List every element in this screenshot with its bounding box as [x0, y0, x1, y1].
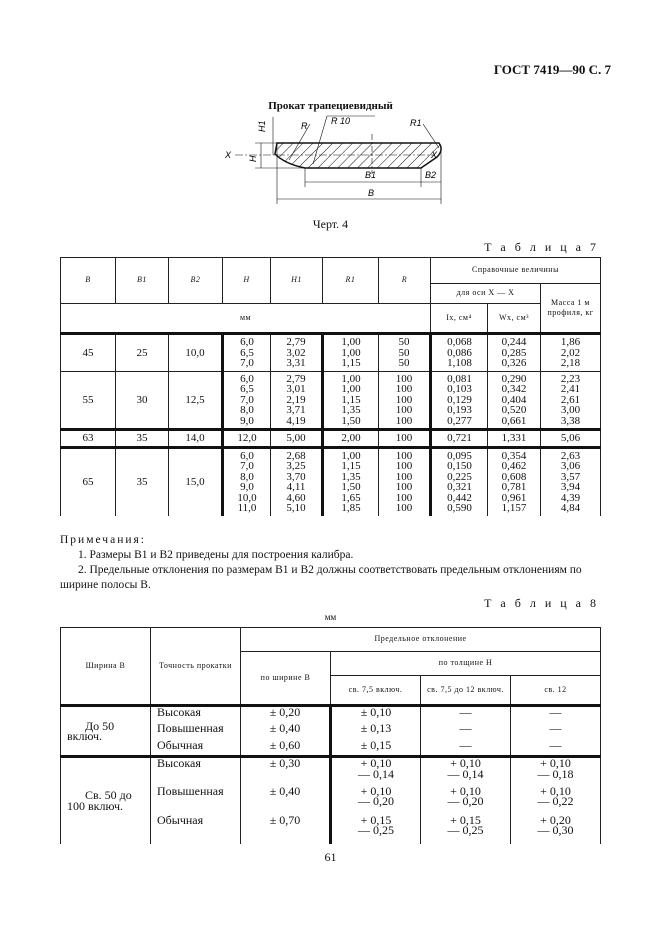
cell-h1-value: 3,70: [286, 470, 306, 483]
col-r1: R1: [323, 258, 379, 304]
cell-r1-value: 1,35: [341, 470, 361, 483]
cell-h-value: 7,0: [240, 393, 254, 406]
cell-r: [379, 334, 431, 372]
cell-h-value: 8,0: [240, 470, 254, 483]
cell-thickness-3: —: [511, 706, 601, 723]
cell-wx-value: 0,326: [501, 357, 527, 369]
cell-r1-value: 1,50: [341, 414, 361, 427]
cell-wx-value: 0,961: [501, 491, 527, 504]
cell-ix: [431, 447, 488, 516]
cell-r-value: 100: [395, 470, 413, 483]
cell-r1-value: 1,00: [341, 372, 361, 385]
cell-h1: [271, 430, 323, 448]
cell-thickness-2: + 0,10 — 0,20: [421, 786, 511, 815]
col-h: H: [223, 258, 271, 304]
figure-caption: Черт. 4: [312, 217, 349, 231]
cell-h1-value: 4,19: [286, 414, 306, 427]
cell-r-value: 100: [395, 383, 413, 395]
cell-h1-value: 5,00: [286, 432, 306, 444]
cell-r-value: 100: [395, 491, 413, 504]
cell-b: 55: [61, 371, 116, 430]
cell-wx: [488, 334, 541, 372]
cell-r1-value: 1,00: [341, 346, 361, 359]
cell-ix-value: 0,095: [447, 449, 472, 462]
table-row: [61, 757, 601, 786]
cell-h1-value: 3,25: [286, 460, 306, 472]
cell-r1-value: 1,85: [341, 502, 361, 514]
cell-h-value: 6,5: [240, 346, 254, 359]
cell-ix: [431, 334, 488, 372]
cell-b1: 30: [116, 371, 169, 430]
cell-by-width: ± 0,40: [241, 786, 331, 815]
cell-ix: [431, 371, 488, 430]
cell-b2: 10,0: [169, 334, 223, 372]
cell-b1: 35: [116, 430, 169, 448]
cell-r: [379, 447, 431, 516]
x-axis-label-right: X: [431, 150, 438, 160]
cell-r-value: 100: [395, 404, 413, 416]
cell-r-value: 100: [395, 432, 413, 444]
cell-ix-value: 0,193: [447, 404, 472, 416]
cell-h1-value: 3,01: [286, 383, 306, 395]
cell-h-value: 12,0: [237, 432, 257, 444]
cell-h: [223, 334, 271, 372]
cell-h-value: 6,0: [240, 372, 254, 385]
col-wx: Wx, см³: [488, 304, 541, 334]
h-label: H: [248, 155, 258, 162]
cell-ix-value: 0,321: [447, 481, 472, 493]
cell-mass-value: 2,23: [560, 372, 581, 385]
cell-by-width: ± 0,40: [241, 723, 331, 740]
col-thickness-3: св. 12: [511, 676, 601, 706]
b-label: B: [368, 188, 375, 198]
col-b1: B1: [116, 258, 169, 304]
cell-wx: [488, 371, 541, 430]
units-mm: мм: [61, 304, 431, 334]
note-1: 1. Размеры B1 и B2 приведены для построения калибра.: [78, 549, 354, 561]
cell-wx-value: 0,404: [501, 393, 527, 406]
table-row: [61, 334, 601, 372]
r-label: R: [301, 121, 308, 131]
cell-wx-value: 0,661: [501, 414, 527, 427]
cell-ix-value: 0,086: [447, 346, 472, 359]
cell-wx-value: 1,157: [501, 502, 527, 514]
cell-b2: 14,0: [169, 430, 223, 448]
cell-mass-value: 3,06: [560, 460, 581, 472]
cell-mass: [541, 430, 601, 448]
cell-ix: [431, 430, 488, 448]
cell-r1-value: 1,35: [341, 404, 361, 416]
cell-thickness-1: ± 0,15: [331, 740, 421, 757]
cell-mass-value: 2,18: [560, 357, 581, 369]
cell-h: [223, 447, 271, 516]
cell-h1-value: 2,79: [286, 336, 306, 348]
cell-thickness-3: + 0,10 — 0,22: [511, 786, 601, 815]
table-row: [61, 430, 601, 448]
cell-r-value: 100: [395, 372, 413, 385]
cell-h-value: 7,0: [240, 460, 254, 472]
table7-label: Т а б л и ц а 7: [484, 240, 599, 254]
cell-mass-value: 4,39: [560, 491, 581, 504]
col-axis: для оси X — X: [431, 284, 541, 304]
cell-wx-value: 0,520: [501, 404, 527, 416]
cell-wx: [488, 447, 541, 516]
cell-by-width: ± 0,70: [241, 815, 331, 844]
col-h1: H1: [271, 258, 323, 304]
cell-h1-value: 2,79: [286, 372, 306, 385]
cell-mass: [541, 371, 601, 430]
cell-r-value: 100: [395, 414, 413, 427]
cell-ix-value: 0,150: [447, 460, 472, 472]
cell-wx-value: 0,354: [501, 449, 527, 462]
cell-mass: [541, 334, 601, 372]
cell-mass-value: 3,00: [560, 404, 581, 416]
cell-mass: [541, 447, 601, 516]
col-limit-deviation: Предельное отклонение: [241, 628, 601, 652]
cell-h1: [271, 371, 323, 430]
profile-section: [275, 143, 441, 168]
cell-ix-value: 0,081: [447, 372, 472, 385]
cell-h-value: 9,0: [240, 414, 254, 427]
r1-label: R1: [410, 118, 422, 128]
cell-r-value: 100: [395, 502, 413, 514]
cell-thickness-3: —: [511, 740, 601, 757]
cell-r1-value: 1,00: [341, 336, 361, 348]
col-b: B: [61, 258, 116, 304]
cell-h-value: 6,0: [240, 449, 254, 462]
cell-h1-value: 3,02: [286, 346, 306, 359]
cell-ix-value: 1,108: [447, 357, 472, 369]
cell-thickness-2: + 0,10 — 0,14: [421, 757, 511, 786]
cell-r-value: 100: [395, 481, 413, 493]
cell-mass-value: 3,57: [560, 470, 581, 483]
h1-label: H1: [257, 120, 267, 132]
cell-mass-value: 4,84: [560, 502, 581, 514]
cell-r1: [323, 334, 379, 372]
cell-ix-value: 0,721: [447, 432, 472, 444]
cell-h1-value: 3,31: [286, 357, 306, 369]
cell-wx-value: 0,244: [501, 336, 527, 348]
cell-by-width: ± 0,60: [241, 740, 331, 757]
col-reference: Справочные величины: [431, 258, 601, 284]
cell-ix-value: 0,068: [447, 336, 472, 348]
cell-thickness-1: + 0,10 — 0,14: [331, 757, 421, 786]
notes-title: Примечания:: [60, 534, 146, 546]
cell-h-value: 10,0: [237, 491, 257, 504]
cell-thickness-2: —: [421, 740, 511, 757]
cell-r1-value: 1,15: [341, 357, 361, 369]
col-width: Ширина B: [61, 628, 151, 706]
cell-b: 45: [61, 334, 116, 372]
cell-h1-value: 4,11: [286, 481, 306, 493]
cell-thickness-1: ± 0,13: [331, 723, 421, 740]
cell-h1: [271, 334, 323, 372]
table-row: [61, 371, 601, 430]
cell-thickness-2: —: [421, 706, 511, 723]
cell-h-value: 8,0: [240, 404, 254, 416]
cell-h1-value: 4,60: [286, 491, 306, 504]
cell-thickness-3: + 0,10 — 0,18: [511, 757, 601, 786]
col-mass: Масса 1 м профиля, кг: [541, 284, 601, 334]
cell-accuracy: Повышенная: [151, 786, 241, 815]
cell-r-value: 100: [395, 393, 413, 406]
cell-r-value: 50: [398, 346, 410, 359]
cell-thickness-3: + 0,20 — 0,30: [511, 815, 601, 844]
cell-width: Св. 50 до 100 включ.: [61, 757, 151, 844]
cell-ix-value: 0,129: [447, 393, 472, 406]
cell-ix-value: 0,103: [447, 383, 472, 395]
cell-mass-value: 3,38: [560, 414, 581, 427]
cell-r: [379, 371, 431, 430]
cell-mass-value: 2,63: [560, 449, 581, 462]
cell-wx-value: 0,342: [501, 383, 527, 395]
cell-b: 65: [61, 447, 116, 516]
col-b2: B2: [169, 258, 223, 304]
col-by-thickness: по толщине H: [331, 652, 601, 676]
cell-wx-value: 0,285: [501, 346, 527, 359]
cell-thickness-1: + 0,15 — 0,25: [331, 815, 421, 844]
note-2: 2. Предельные отклонения по размерам B1 и B2 должны соответствовать предельным отклонениям по ширине полосы B.: [60, 564, 582, 591]
cell-thickness-3: —: [511, 723, 601, 740]
cell-r1: [323, 371, 379, 430]
cell-h: [223, 430, 271, 448]
cell-r-value: 100: [395, 460, 413, 472]
x-axis-label-left: X: [225, 150, 232, 160]
cell-ix-value: 0,590: [447, 502, 472, 514]
cell-ix-value: 0,225: [447, 470, 472, 483]
cell-r1-value: 1,00: [341, 383, 361, 395]
col-ix: Ix, см⁴: [431, 304, 488, 334]
cell-h1-value: 2,68: [286, 449, 306, 462]
cell-h1-value: 3,71: [286, 404, 306, 416]
trapezoid-profile-drawing: [225, 112, 445, 212]
cell-mass-value: 3,94: [560, 481, 581, 493]
cell-h-value: 6,5: [240, 383, 254, 395]
cell-h1-value: 2,19: [286, 393, 306, 406]
col-by-width: по ширине B: [241, 652, 331, 706]
cell-ix-value: 0,442: [447, 491, 472, 504]
cell-mass-value: 1,86: [560, 336, 581, 348]
cell-mass-value: 5,06: [560, 432, 581, 444]
cell-mass-value: 2,61: [560, 393, 581, 406]
cell-r1-value: 1,15: [341, 460, 361, 472]
cell-accuracy: Повышенная: [151, 723, 241, 740]
cell-thickness-2: + 0,15 — 0,25: [421, 815, 511, 844]
cell-thickness-2: —: [421, 723, 511, 740]
cell-b2: 12,5: [169, 371, 223, 430]
cell-by-width: ± 0,20: [241, 706, 331, 723]
cell-r1-value: 1,00: [341, 449, 361, 462]
table-row: [61, 706, 601, 723]
cell-accuracy: Высокая: [151, 757, 241, 786]
table-8: [60, 627, 601, 844]
table-7: [60, 257, 601, 516]
cell-b: 63: [61, 430, 116, 448]
cell-h-value: 11,0: [237, 502, 257, 514]
cell-r: [379, 430, 431, 448]
cell-wx-value: 0,290: [501, 372, 527, 385]
r10-label: R 10: [331, 116, 351, 126]
b2-label: B2: [425, 170, 437, 180]
cell-r1-value: 2,00: [341, 432, 361, 444]
cell-h1: [271, 447, 323, 516]
cell-thickness-1: ± 0,10: [331, 706, 421, 723]
figure-title: Прокат трапециевидный: [268, 100, 393, 112]
cell-h: [223, 371, 271, 430]
cell-h1-value: 5,10: [286, 502, 306, 514]
cell-r1: [323, 430, 379, 448]
col-r: R: [379, 258, 431, 304]
cell-mass-value: 2,02: [560, 346, 581, 359]
table8-unit: мм: [324, 612, 337, 622]
cell-b2: 15,0: [169, 447, 223, 516]
cell-wx-value: 0,781: [501, 481, 527, 493]
cell-b1: 25: [116, 334, 169, 372]
cell-h-value: 7,0: [240, 357, 254, 369]
notes: [60, 533, 605, 593]
cell-wx-value: 1,331: [501, 432, 527, 444]
cell-r1: [323, 447, 379, 516]
cell-thickness-1: + 0,10 — 0,20: [331, 786, 421, 815]
cell-by-width: ± 0,30: [241, 757, 331, 786]
cell-wx-value: 0,462: [501, 460, 527, 472]
cell-b1: 35: [116, 447, 169, 516]
cell-r1-value: 1,65: [341, 491, 361, 504]
cell-h-value: 6,0: [240, 336, 254, 348]
table-row: [61, 447, 601, 516]
cell-r1-value: 1,15: [341, 393, 361, 406]
table8-label: Т а б л и ц а 8: [484, 596, 599, 610]
cell-wx: [488, 430, 541, 448]
cell-accuracy: Обычная: [151, 740, 241, 757]
document-header: ГОСТ 7419—90 С. 7: [493, 62, 611, 77]
cell-accuracy: Обычная: [151, 815, 241, 844]
cell-r1-value: 1,50: [341, 481, 361, 493]
cell-mass-value: 2,41: [560, 383, 581, 395]
cell-h-value: 9,0: [240, 481, 254, 493]
b1-label: B1: [365, 170, 377, 180]
cell-width: До 50 включ.: [61, 706, 151, 757]
cell-ix-value: 0,277: [447, 414, 472, 427]
cell-r-value: 50: [398, 336, 410, 348]
col-thickness-2: св. 7,5 до 12 включ.: [421, 676, 511, 706]
cell-r-value: 50: [398, 357, 410, 369]
cell-r-value: 100: [395, 449, 413, 462]
cell-wx-value: 0,608: [501, 470, 527, 483]
cell-accuracy: Высокая: [151, 706, 241, 723]
col-thickness-1: св. 7,5 включ.: [331, 676, 421, 706]
page-number: 61: [324, 850, 337, 864]
col-accuracy: Точность прокатки: [151, 628, 241, 706]
